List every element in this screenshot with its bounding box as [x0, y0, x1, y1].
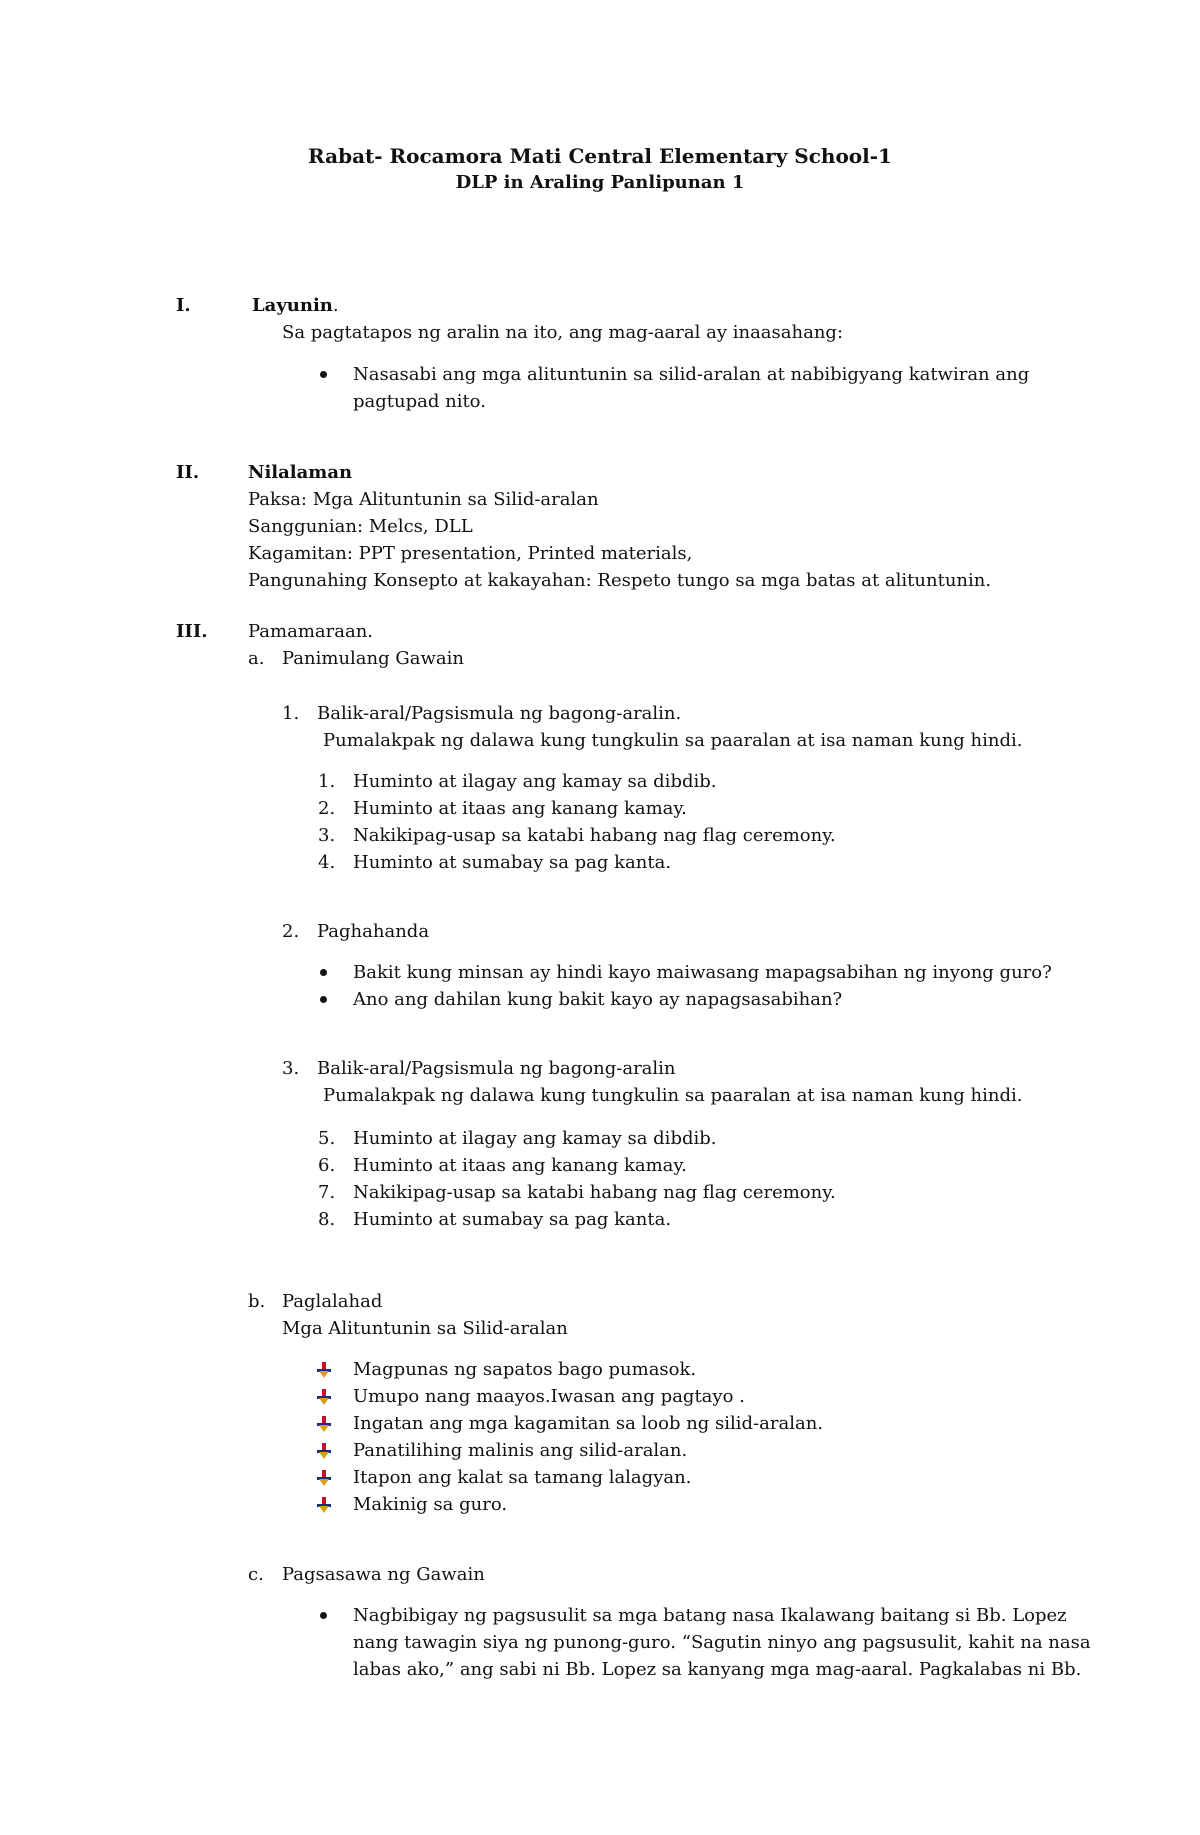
- rule-item: Makinig sa guro.: [353, 1494, 508, 1515]
- rule-item: Panatilihing malinis ang silid-aralan.: [353, 1440, 688, 1461]
- rules-subtitle: Mga Alituntunin sa Silid-aralan: [282, 1318, 568, 1339]
- rule-item: Itapon ang kalat sa tamang lalagyan.: [353, 1467, 692, 1488]
- subsection-a-label: Panimulang Gawain: [282, 648, 464, 669]
- paragraph-line: labas ako,” ang sabi ni Bb. Lopez sa kanyang mga mag-aaral. Pagkalabas ni Bb.: [353, 1659, 1082, 1680]
- question-item: Bakit kung minsan ay hindi kayo maiwasang mapagsabihan ng inyong guro?: [353, 962, 1052, 983]
- list-number: 1.: [318, 771, 336, 792]
- list-number: 7.: [318, 1182, 336, 1203]
- bullet-dot: [320, 1612, 327, 1619]
- question-item: Ano ang dahilan kung bakit kayo ay napagsasabihan?: [353, 989, 843, 1010]
- section-1-title: Layunin: [252, 295, 333, 316]
- arrow-bullet-icon: [316, 1469, 332, 1487]
- section-3-numeral: III.: [176, 621, 208, 642]
- list-number: 8.: [318, 1209, 336, 1230]
- rule-item: Magpunas ng sapatos bago pumasok.: [353, 1359, 697, 1380]
- step-3-label: Balik-aral/Pagsismula ng bagong-aralin: [317, 1058, 676, 1079]
- list-number: 4.: [318, 852, 336, 873]
- content-line: Paksa: Mga Alituntunin sa Silid-aralan: [248, 489, 599, 510]
- section-1-intro: Sa pagtatapos ng aralin na ito, ang mag-aaral ay inaasahang:: [282, 322, 844, 343]
- list-item: Huminto at ilagay ang kamay sa dibdib.: [353, 771, 717, 792]
- list-item: Huminto at itaas ang kanang kamay.: [353, 798, 687, 819]
- rule-item: Ingatan ang mga kagamitan sa loob ng silid-aralan.: [353, 1413, 824, 1434]
- section-1-title-suffix: .: [332, 295, 339, 316]
- list-item: Nakikipag-usap sa katabi habang nag flag ceremony.: [353, 1182, 836, 1203]
- list-number: 6.: [318, 1155, 336, 1176]
- arrow-bullet-icon: [316, 1442, 332, 1460]
- step-1-marker: 1.: [282, 703, 300, 724]
- step-1-label: Balik-aral/Pagsismula ng bagong-aralin.: [317, 703, 682, 724]
- step-1-instruction: Pumalakpak ng dalawa kung tungkulin sa paaralan at isa naman kung hindi.: [323, 730, 1023, 751]
- bullet-dot: [320, 996, 327, 1003]
- content-line: Sanggunian: Melcs, DLL: [248, 516, 473, 537]
- subsection-c-label: Pagsasawa ng Gawain: [282, 1564, 485, 1585]
- subsection-c-marker: c.: [248, 1564, 264, 1585]
- section-2-numeral: II.: [176, 462, 200, 483]
- list-item: Huminto at itaas ang kanang kamay.: [353, 1155, 687, 1176]
- arrow-bullet-icon: [316, 1361, 332, 1379]
- content-line: Pangunahing Konsepto at kakayahan: Respeto tungo sa mga batas at alituntunin.: [248, 570, 992, 591]
- paragraph-line: Nagbibigay ng pagsusulit sa mga batang nasa Ikalawang baitang si Bb. Lopez: [353, 1605, 1067, 1626]
- arrow-bullet-icon: [316, 1415, 332, 1433]
- objective-line-2: pagtupad nito.: [353, 391, 486, 412]
- bullet-dot: [320, 371, 327, 378]
- arrow-bullet-icon: [316, 1496, 332, 1514]
- list-item: Huminto at sumabay sa pag kanta.: [353, 1209, 672, 1230]
- subsection-a-marker: a.: [248, 648, 265, 669]
- list-item: Nakikipag-usap sa katabi habang nag flag ceremony.: [353, 825, 836, 846]
- objective-line-1: Nasasabi ang mga alituntunin sa silid-aralan at nabibigyang katwiran ang: [353, 364, 1030, 385]
- list-item: Huminto at sumabay sa pag kanta.: [353, 852, 672, 873]
- rule-item: Umupo nang maayos.Iwasan ang pagtayo .: [353, 1386, 745, 1407]
- step-3-marker: 3.: [282, 1058, 300, 1079]
- list-number: 2.: [318, 798, 336, 819]
- list-item: Huminto at ilagay ang kamay sa dibdib.: [353, 1128, 717, 1149]
- arrow-bullet-icon: [316, 1388, 332, 1406]
- subsection-b-label: Paglalahad: [282, 1291, 383, 1312]
- step-3-instruction: Pumalakpak ng dalawa kung tungkulin sa paaralan at isa naman kung hindi.: [323, 1085, 1023, 1106]
- step-2-marker: 2.: [282, 921, 300, 942]
- subsection-b-marker: b.: [248, 1291, 266, 1312]
- step-2-label: Paghahanda: [317, 921, 430, 942]
- section-2-title: Nilalaman: [248, 462, 353, 483]
- content-line: Kagamitan: PPT presentation, Printed materials,: [248, 543, 693, 564]
- school-name: Rabat- Rocamora Mati Central Elementary School-1: [308, 144, 892, 168]
- list-number: 3.: [318, 825, 336, 846]
- bullet-dot: [320, 969, 327, 976]
- paragraph-line: nang tawagin siya ng punong-guro. “Sagutin ninyo ang pagsusulit, kahit na nasa: [353, 1632, 1091, 1653]
- section-1-numeral: I.: [176, 295, 191, 316]
- section-3-title: Pamamaraan.: [248, 621, 374, 642]
- section-1-heading: [252, 295, 339, 317]
- document-subtitle: DLP in Araling Panlipunan 1: [455, 172, 745, 193]
- list-number: 5.: [318, 1128, 336, 1149]
